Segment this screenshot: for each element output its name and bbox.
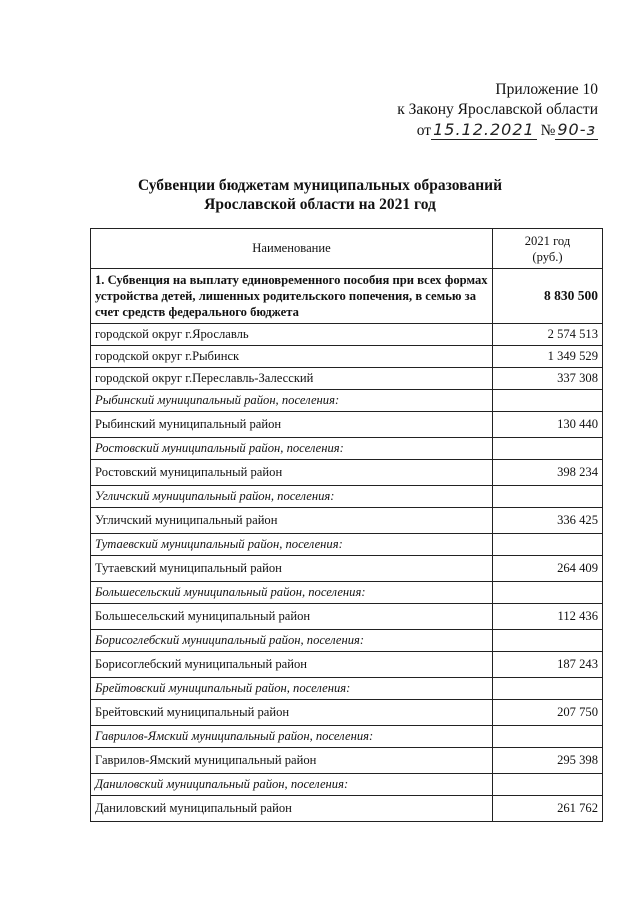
row-amount: 398 234	[493, 460, 603, 486]
section-total: 8 830 500	[493, 269, 603, 324]
row-name: Большесельский муниципальный район, поселения:	[91, 582, 493, 604]
row-name: Гаврилов-Ямский муниципальный район, поселения:	[91, 726, 493, 748]
subgroup-header-row	[91, 390, 603, 412]
table-row	[91, 748, 603, 774]
subventions-table	[90, 228, 603, 822]
row-name: Ростовский муниципальный район	[91, 460, 493, 486]
subgroup-header-row	[91, 534, 603, 556]
subgroup-header-row	[91, 726, 603, 748]
row-name: Брейтовский муниципальный район	[91, 700, 493, 726]
table-row	[91, 652, 603, 678]
appendix-date-line	[397, 120, 598, 141]
table-row	[91, 412, 603, 438]
table-body	[91, 269, 603, 822]
section-row	[91, 269, 603, 324]
row-name: Рыбинский муниципальный район	[91, 412, 493, 438]
row-name: городской округ г.Переславль-Залесский	[91, 368, 493, 390]
subgroup-header-row	[91, 630, 603, 652]
row-name: городской округ г.Рыбинск	[91, 346, 493, 368]
row-name: Даниловский муниципальный район	[91, 796, 493, 822]
row-amount: 261 762	[493, 796, 603, 822]
from-label: от	[416, 122, 432, 139]
row-amount	[493, 630, 603, 652]
table-row	[91, 324, 603, 346]
column-header-name: Наименование	[91, 229, 493, 269]
appendix-header	[397, 80, 598, 141]
row-name: Тутаевский муниципальный район, поселения:	[91, 534, 493, 556]
number-label: №	[540, 122, 556, 139]
row-name: Тутаевский муниципальный район	[91, 556, 493, 582]
row-name: Рыбинский муниципальный район, поселения:	[91, 390, 493, 412]
subgroup-header-row	[91, 678, 603, 700]
column-header-year	[493, 229, 603, 269]
row-amount	[493, 726, 603, 748]
row-name: Угличский муниципальный район	[91, 508, 493, 534]
row-amount	[493, 438, 603, 460]
table-row	[91, 604, 603, 630]
row-amount: 264 409	[493, 556, 603, 582]
subgroup-header-row	[91, 486, 603, 508]
row-name: Ростовский муниципальный район, поселения:	[91, 438, 493, 460]
row-amount	[493, 534, 603, 556]
table-row	[91, 556, 603, 582]
row-name: Даниловский муниципальный район, поселения:	[91, 774, 493, 796]
table-header-row	[91, 229, 603, 269]
handwritten-date: 15.12.2021	[433, 120, 535, 139]
table-row	[91, 460, 603, 486]
title-line-1: Субвенции бюджетам муниципальных образований	[137, 177, 503, 194]
header-unit-label: (руб.)	[532, 249, 563, 264]
row-amount: 336 425	[493, 508, 603, 534]
row-name: Борисоглебский муниципальный район, поселения:	[91, 630, 493, 652]
row-amount: 207 750	[493, 700, 603, 726]
table-row	[91, 368, 603, 390]
row-name: Брейтовский муниципальный район, поселения:	[91, 678, 493, 700]
section-label: 1. Субвенция на выплату единовременного пособия при всех формах устройства детей, лишенных родительского попечения, в семью за счет средств федерального бюджета	[91, 269, 493, 324]
row-name: Большесельский муниципальный район	[91, 604, 493, 630]
table-row	[91, 700, 603, 726]
row-name: Угличский муниципальный район, поселения:	[91, 486, 493, 508]
appendix-law-reference: к Закону Ярославской области	[397, 101, 598, 118]
document-title	[0, 176, 640, 214]
row-amount: 130 440	[493, 412, 603, 438]
row-amount: 187 243	[493, 652, 603, 678]
title-line-2: Ярославской области на 2021 год	[204, 196, 436, 213]
subgroup-header-row	[91, 774, 603, 796]
row-amount: 337 308	[493, 368, 603, 390]
row-amount	[493, 486, 603, 508]
subgroup-header-row	[91, 582, 603, 604]
handwritten-number: 90-з	[557, 120, 596, 139]
header-year-label: 2021 год	[524, 233, 571, 248]
appendix-number: Приложение 10	[495, 81, 598, 98]
table-row	[91, 508, 603, 534]
row-name: городской округ г.Ярославль	[91, 324, 493, 346]
row-name: Борисоглебский муниципальный район	[91, 652, 493, 678]
row-amount: 2 574 513	[493, 324, 603, 346]
row-amount: 1 349 529	[493, 346, 603, 368]
table-row	[91, 346, 603, 368]
subgroup-header-row	[91, 438, 603, 460]
row-amount	[493, 774, 603, 796]
row-amount	[493, 390, 603, 412]
row-amount: 295 398	[493, 748, 603, 774]
row-amount	[493, 678, 603, 700]
row-amount: 112 436	[493, 604, 603, 630]
row-name: Гаврилов-Ямский муниципальный район	[91, 748, 493, 774]
table-row	[91, 796, 603, 822]
row-amount	[493, 582, 603, 604]
